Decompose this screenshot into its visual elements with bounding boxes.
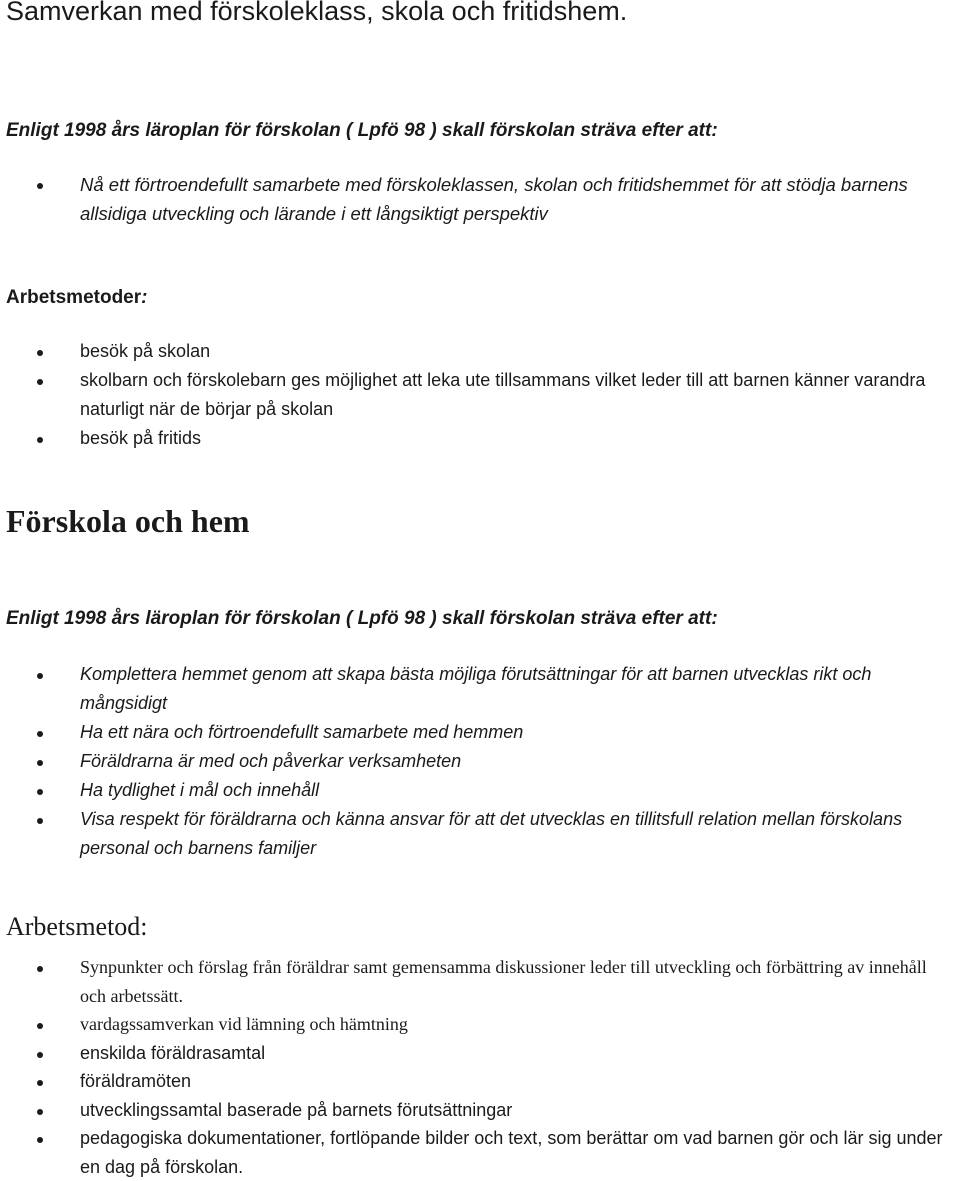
- list-item: besök på fritids: [0, 424, 955, 453]
- list-item: Föräldrarna är med och påverkar verksamheten: [0, 747, 955, 776]
- list-item: vardagssamverkan vid lämning och hämtning: [0, 1010, 955, 1039]
- list-item: besök på skolan: [0, 337, 955, 366]
- list-item: Nå ett förtroendefullt samarbete med förskoleklassen, skolan och fritidshemmet för att stödja barnens allsidiga utveckling och lärande i ett långsiktigt perspektiv: [0, 170, 955, 228]
- methods2-list: [0, 953, 955, 1181]
- list-item: Komplettera hemmet genom att skapa bästa möjliga förutsättningar för att barnen utvecklas rikt och mångsidigt: [0, 660, 955, 718]
- section1-goal-list: [0, 170, 955, 228]
- list-item: Ha ett nära och förtroendefullt samarbete med hemmen: [0, 718, 955, 747]
- methods1-heading-colon: :: [141, 287, 148, 308]
- list-item: utvecklingssamtal baserade på barnets förutsättningar: [0, 1096, 955, 1125]
- section2-goal-list: [0, 660, 955, 863]
- list-item: enskilda föräldrasamtal: [0, 1039, 955, 1068]
- methods1-heading: [6, 287, 147, 309]
- list-item: föräldramöten: [0, 1067, 955, 1096]
- page-title: Samverkan med förskoleklass, skola och fritidshem.: [6, 0, 628, 26]
- section2-heading: Enligt 1998 års läroplan för förskolan ( Lpfö 98 ) skall förskolan sträva efter att:: [6, 608, 718, 629]
- methods1-list: [0, 337, 955, 453]
- section2-title: Förskola och hem: [6, 503, 250, 539]
- methods2-heading: Arbetsmetod:: [6, 912, 148, 941]
- list-item: skolbarn och förskolebarn ges möjlighet att leka ute tillsammans vilket leder till att barnen känner varandra naturligt när de börjar på skolan: [0, 366, 955, 424]
- section1-heading: Enligt 1998 års läroplan för förskolan ( Lpfö 98 ) skall förskolan sträva efter att:: [6, 120, 718, 141]
- list-item: Visa respekt för föräldrarna och känna ansvar för att det utvecklas en tillitsfull relation mellan förskolans personal och barnens familjer: [0, 805, 955, 863]
- list-item: Ha tydlighet i mål och innehåll: [0, 776, 955, 805]
- list-item: pedagogiska dokumentationer, fortlöpande bilder och text, som berättar om vad barnen gör och lär sig under en dag på förskolan.: [0, 1124, 955, 1181]
- methods1-heading-text: Arbetsmetoder: [6, 287, 142, 308]
- list-item: Synpunkter och förslag från föräldrar samt gemensamma diskussioner leder till utveckling och förbättring av innehåll och arbetssätt.: [0, 953, 955, 1010]
